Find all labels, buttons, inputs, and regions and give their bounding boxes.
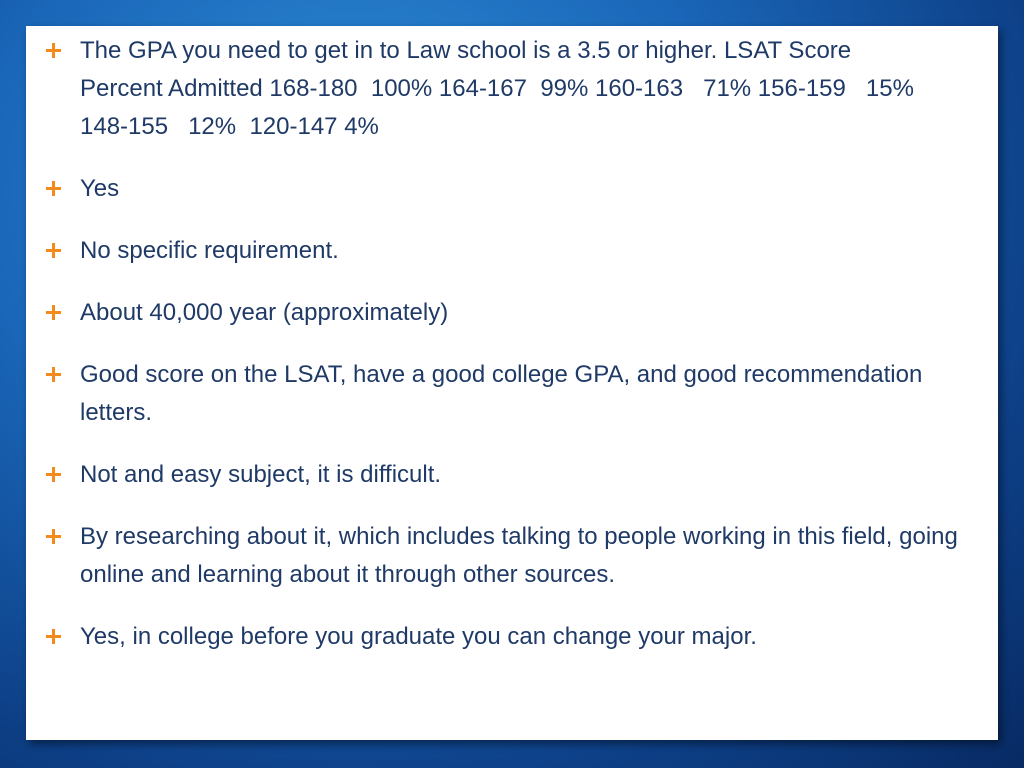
- bullet-item-8: [46, 621, 958, 656]
- plus-icon: [46, 305, 61, 320]
- bullet-text: By researching about it, which includes talking to people working in this field, going online and learning about it through other sources.: [80, 523, 965, 588]
- plus-icon: [46, 181, 61, 196]
- bullet-marker: [46, 35, 80, 65]
- bullet-marker: [46, 173, 80, 203]
- bullet-item-7: [46, 521, 965, 594]
- plus-icon: [46, 367, 61, 382]
- bullet-text: Yes: [80, 175, 120, 202]
- plus-icon: [46, 629, 61, 644]
- plus-icon: [46, 243, 61, 258]
- bullet-item-6: [46, 459, 958, 494]
- plus-icon: [46, 43, 61, 58]
- bullet-item-2: [46, 173, 958, 208]
- bullet-text: Yes, in college before you graduate you can change your major.: [80, 623, 757, 650]
- bullet-item-1: [46, 35, 958, 146]
- bullet-item-4: [46, 297, 958, 332]
- bullet-text: No specific requirement.: [80, 237, 339, 264]
- bullet-text: The GPA you need to get in to Law school is a 3.5 or higher. LSAT Score Percent Admitted 168-180 100% 164-167 99% 160-163 71% 156-159 15% 148-155 12% 120-147 4%: [80, 37, 921, 140]
- plus-icon: [46, 529, 61, 544]
- bullet-text: About 40,000 year (approximately): [80, 299, 449, 326]
- plus-icon: [46, 467, 61, 482]
- bullet-marker: [46, 235, 80, 265]
- bullet-marker: [46, 521, 80, 551]
- bullet-marker: [46, 297, 80, 327]
- bullet-marker: [46, 621, 80, 651]
- bullet-item-3: [46, 235, 958, 270]
- bullet-marker: [46, 359, 80, 389]
- bullet-text: Not and easy subject, it is difficult.: [80, 461, 442, 488]
- slide-content-panel: [26, 26, 998, 740]
- bullet-text: Good score on the LSAT, have a good college GPA, and good recommendation letters.: [80, 361, 929, 426]
- bullet-item-5: [46, 359, 958, 432]
- bullet-marker: [46, 459, 80, 489]
- bullet-list: [26, 26, 998, 656]
